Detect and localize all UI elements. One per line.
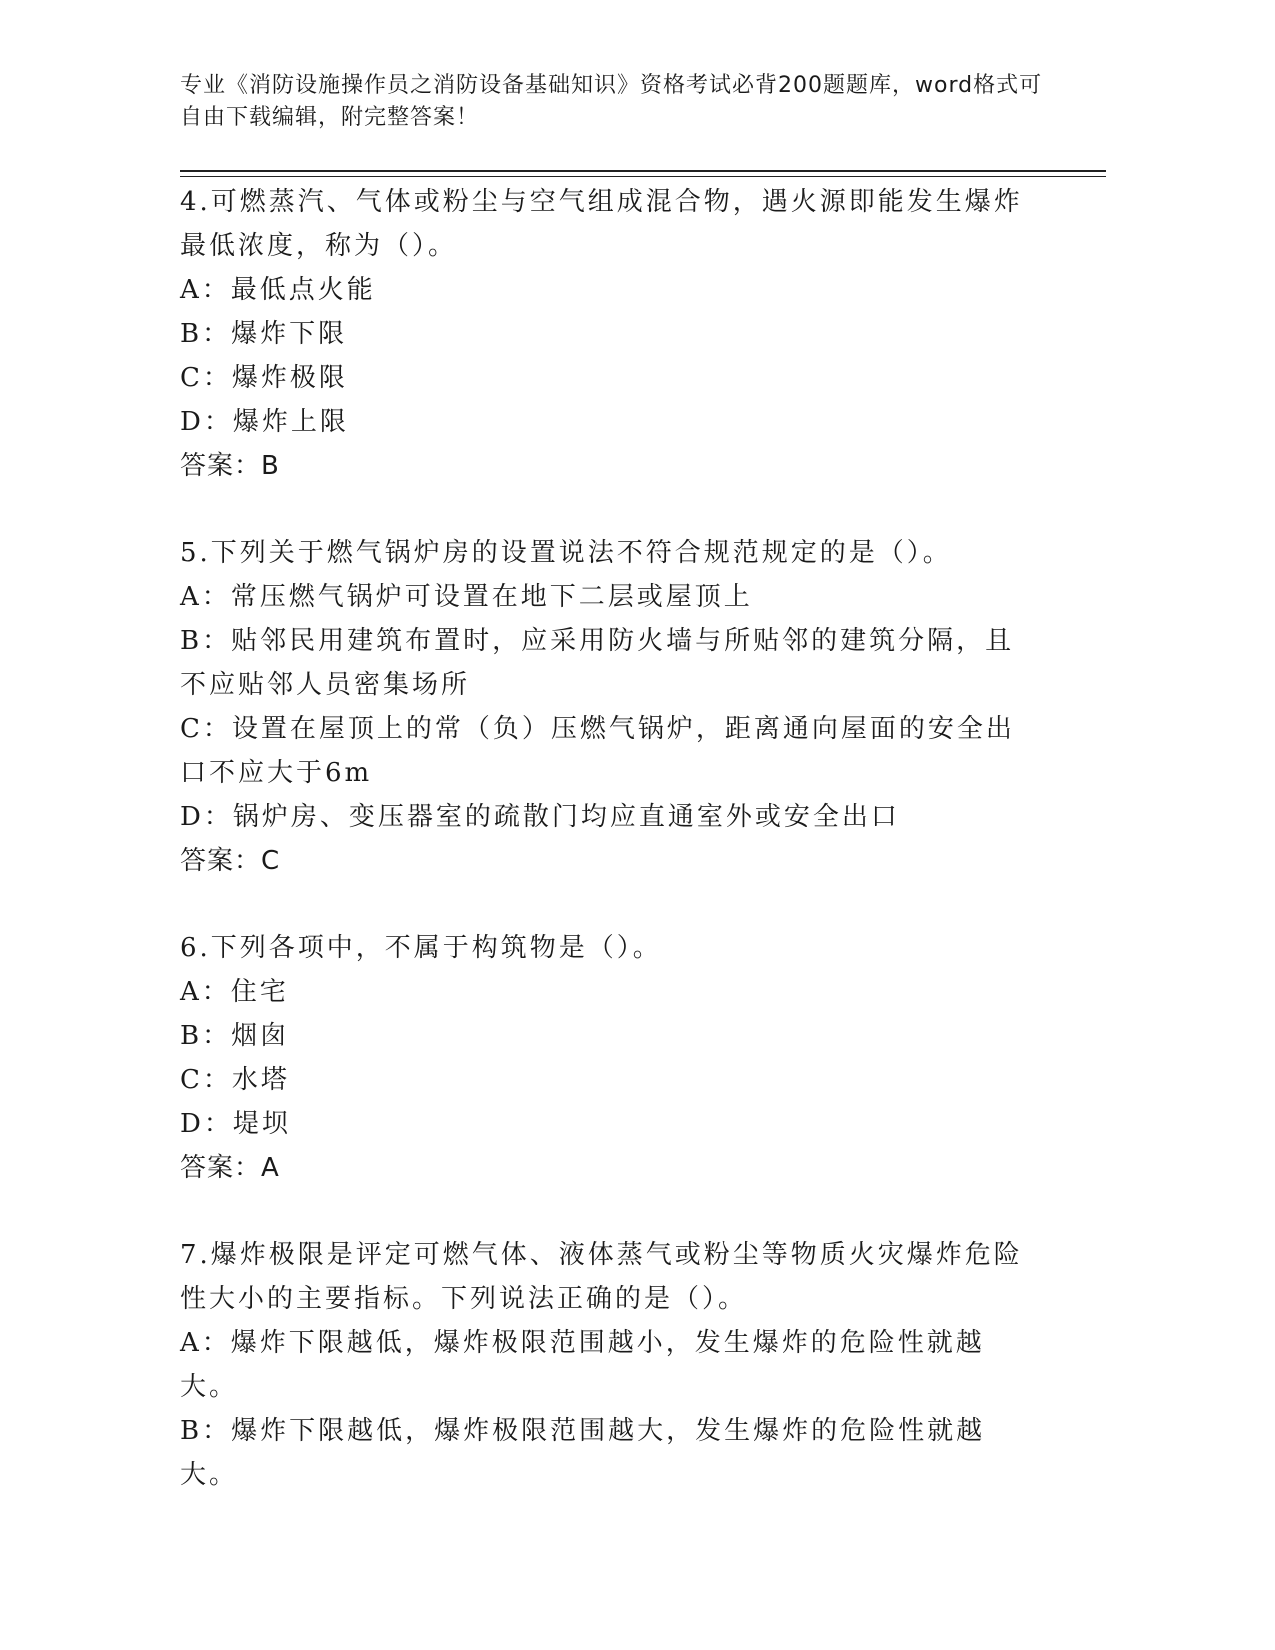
question-text: 6.下列各项中，不属于构筑物是（）。	[180, 933, 662, 963]
answer-label: 答案：	[180, 846, 262, 876]
option-b: B：贴邻民用建筑布置时，应采用防火墙与所贴邻的建筑分隔，且不应贴邻人员密集场所	[180, 626, 1015, 700]
option-a: A：住宅	[180, 977, 289, 1007]
option-b: B：烟囱	[180, 1021, 290, 1051]
answer-line	[180, 1146, 1040, 1190]
header-rule-thick	[180, 170, 1106, 172]
header-rule-thin	[180, 176, 1106, 177]
option-c: C：水塔	[180, 1065, 290, 1095]
question-5	[180, 531, 1040, 883]
question-7	[180, 1233, 1040, 1497]
option-d: D：锅炉房、变压器室的疏散门均应直通室外或安全出口	[180, 802, 900, 832]
question-text: 4.可燃蒸汽、气体或粉尘与空气组成混合物，遇火源即能发生爆炸最低浓度，称为（）。	[180, 187, 1023, 261]
option-a: A：爆炸下限越低，爆炸极限范围越小，发生爆炸的危险性就越大。	[180, 1328, 985, 1402]
question-text: 7.爆炸极限是评定可燃气体、液体蒸气或粉尘等物质火灾爆炸危险性大小的主要指标。下列说法正确的是（）。	[180, 1240, 1023, 1314]
answer-value: A	[261, 1153, 280, 1183]
document-header	[180, 70, 1060, 134]
option-a: A：最低点火能	[180, 275, 376, 305]
option-a: A：常压燃气锅炉可设置在地下二层或屋顶上	[180, 582, 753, 612]
option-b: B：爆炸下限	[180, 319, 348, 349]
option-d: D：堤坝	[180, 1109, 291, 1139]
answer-value: C	[261, 846, 281, 876]
question-6	[180, 926, 1040, 1190]
answer-value: B	[261, 451, 280, 481]
answer-line	[180, 444, 1040, 488]
header-title: 专业《消防设施操作员之消防设备基础知识》资格考试必背200题题库，word格式可自由下载编辑，附完整答案！	[180, 73, 1043, 130]
option-d: D：爆炸上限	[180, 407, 349, 437]
option-c: C：设置在屋顶上的常（负）压燃气锅炉，距离通向屋面的安全出口不应大于6m	[180, 714, 1015, 788]
option-c: C：爆炸极限	[180, 363, 348, 393]
question-4	[180, 180, 1040, 488]
question-list	[180, 180, 1040, 1540]
answer-label: 答案：	[180, 1153, 262, 1183]
answer-line	[180, 839, 1040, 883]
option-b: B：爆炸下限越低，爆炸极限范围越大，发生爆炸的危险性就越大。	[180, 1416, 986, 1490]
answer-label: 答案：	[180, 451, 262, 481]
question-text: 5.下列关于燃气锅炉房的设置说法不符合规范规定的是（）。	[180, 538, 952, 568]
